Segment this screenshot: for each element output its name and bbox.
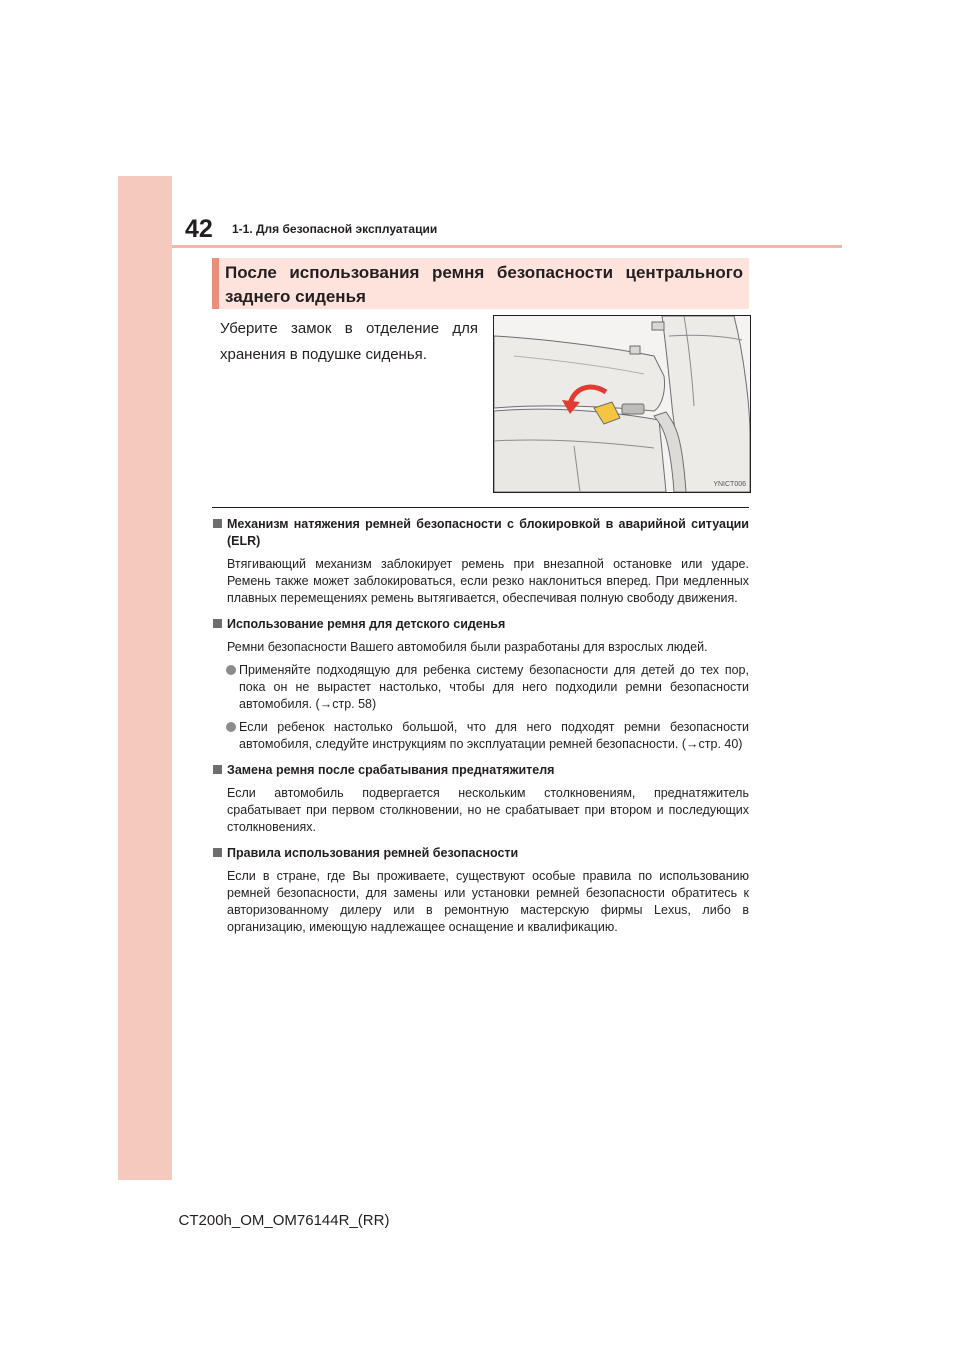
seat-illustration <box>493 315 751 493</box>
document-code: CT200h_OM_OM76144R_(RR) <box>178 1212 390 1229</box>
note-bullet: Применяйте подходящую для ребенка систему безопасности для детей до тех пор, пока он не вырастет настолько, чтобы для него подходили ремни безопасности автомобиля. (→стр. 58) <box>212 662 749 713</box>
section-title-box <box>212 258 749 309</box>
note-bullet: Если ребенок настолько большой, что для него подходят ремни безопасности автомобиля, следуйте инструкциям по эксплуатации ремней безопасности. (→стр. 40) <box>212 719 749 753</box>
seat-drawing <box>494 316 750 492</box>
page-number: 42 <box>185 215 213 243</box>
round-bullet-icon <box>226 665 236 675</box>
page-footer <box>0 1212 960 1229</box>
note-heading: Механизм натяжения ремней безопасности с блокировкой в аварийной ситуации (ELR) <box>212 516 749 550</box>
note-text: Если в стране, где Вы проживаете, существуют особые правила по использованию ремней безопасности, для замены или установки ремней безопасности обратитесь к авторизованному дилеру или в ремонтную мастерскую фирмы Lexus, либо в организацию, имеющую надлежащее оснащение и квалификацию. <box>227 869 749 934</box>
round-bullet-icon <box>226 722 236 732</box>
section-intro: Уберите замок в отделение для хранения в подушке сиденья. <box>220 320 478 363</box>
section-title-accent <box>212 258 219 309</box>
note-text: Втягивающий механизм заблокирует ремень при внезапной остановке или ударе. Ремень также может заблокироваться, если резко наклониться вперед. При медленных плавных перемещениях ремень вытягивается, обеспечивая полную свободу движения. <box>227 557 749 605</box>
note-heading: Замена ремня после срабатывания преднатяжителя <box>212 762 749 779</box>
note-heading: Использование ремня для детского сиденья <box>212 616 749 633</box>
note-text: Ремни безопасности Вашего автомобиля были разработаны для взрослых людей. <box>227 640 708 654</box>
note-heading: Правила использования ремней безопасности <box>212 845 749 862</box>
section-title: После использования ремня безопасности центрального заднего сиденья <box>225 263 743 306</box>
figure-label: YNICT006 <box>713 481 746 488</box>
chapter-sidebar-tab <box>118 176 172 1180</box>
square-bullet-icon <box>213 848 222 857</box>
square-bullet-icon <box>213 519 222 528</box>
header-rule <box>172 245 842 248</box>
section-divider <box>212 507 749 508</box>
note-text: Если автомобиль подвергается нескольким столкновениям, преднатяжитель срабатывает при первом столкновении, но не срабатывает при втором и последующих столкновениях. <box>227 786 749 834</box>
chapter-title: 1-1. Для безопасной эксплуатации <box>232 222 438 236</box>
square-bullet-icon <box>213 619 222 628</box>
square-bullet-icon <box>213 765 222 774</box>
notes-section <box>212 516 749 936</box>
